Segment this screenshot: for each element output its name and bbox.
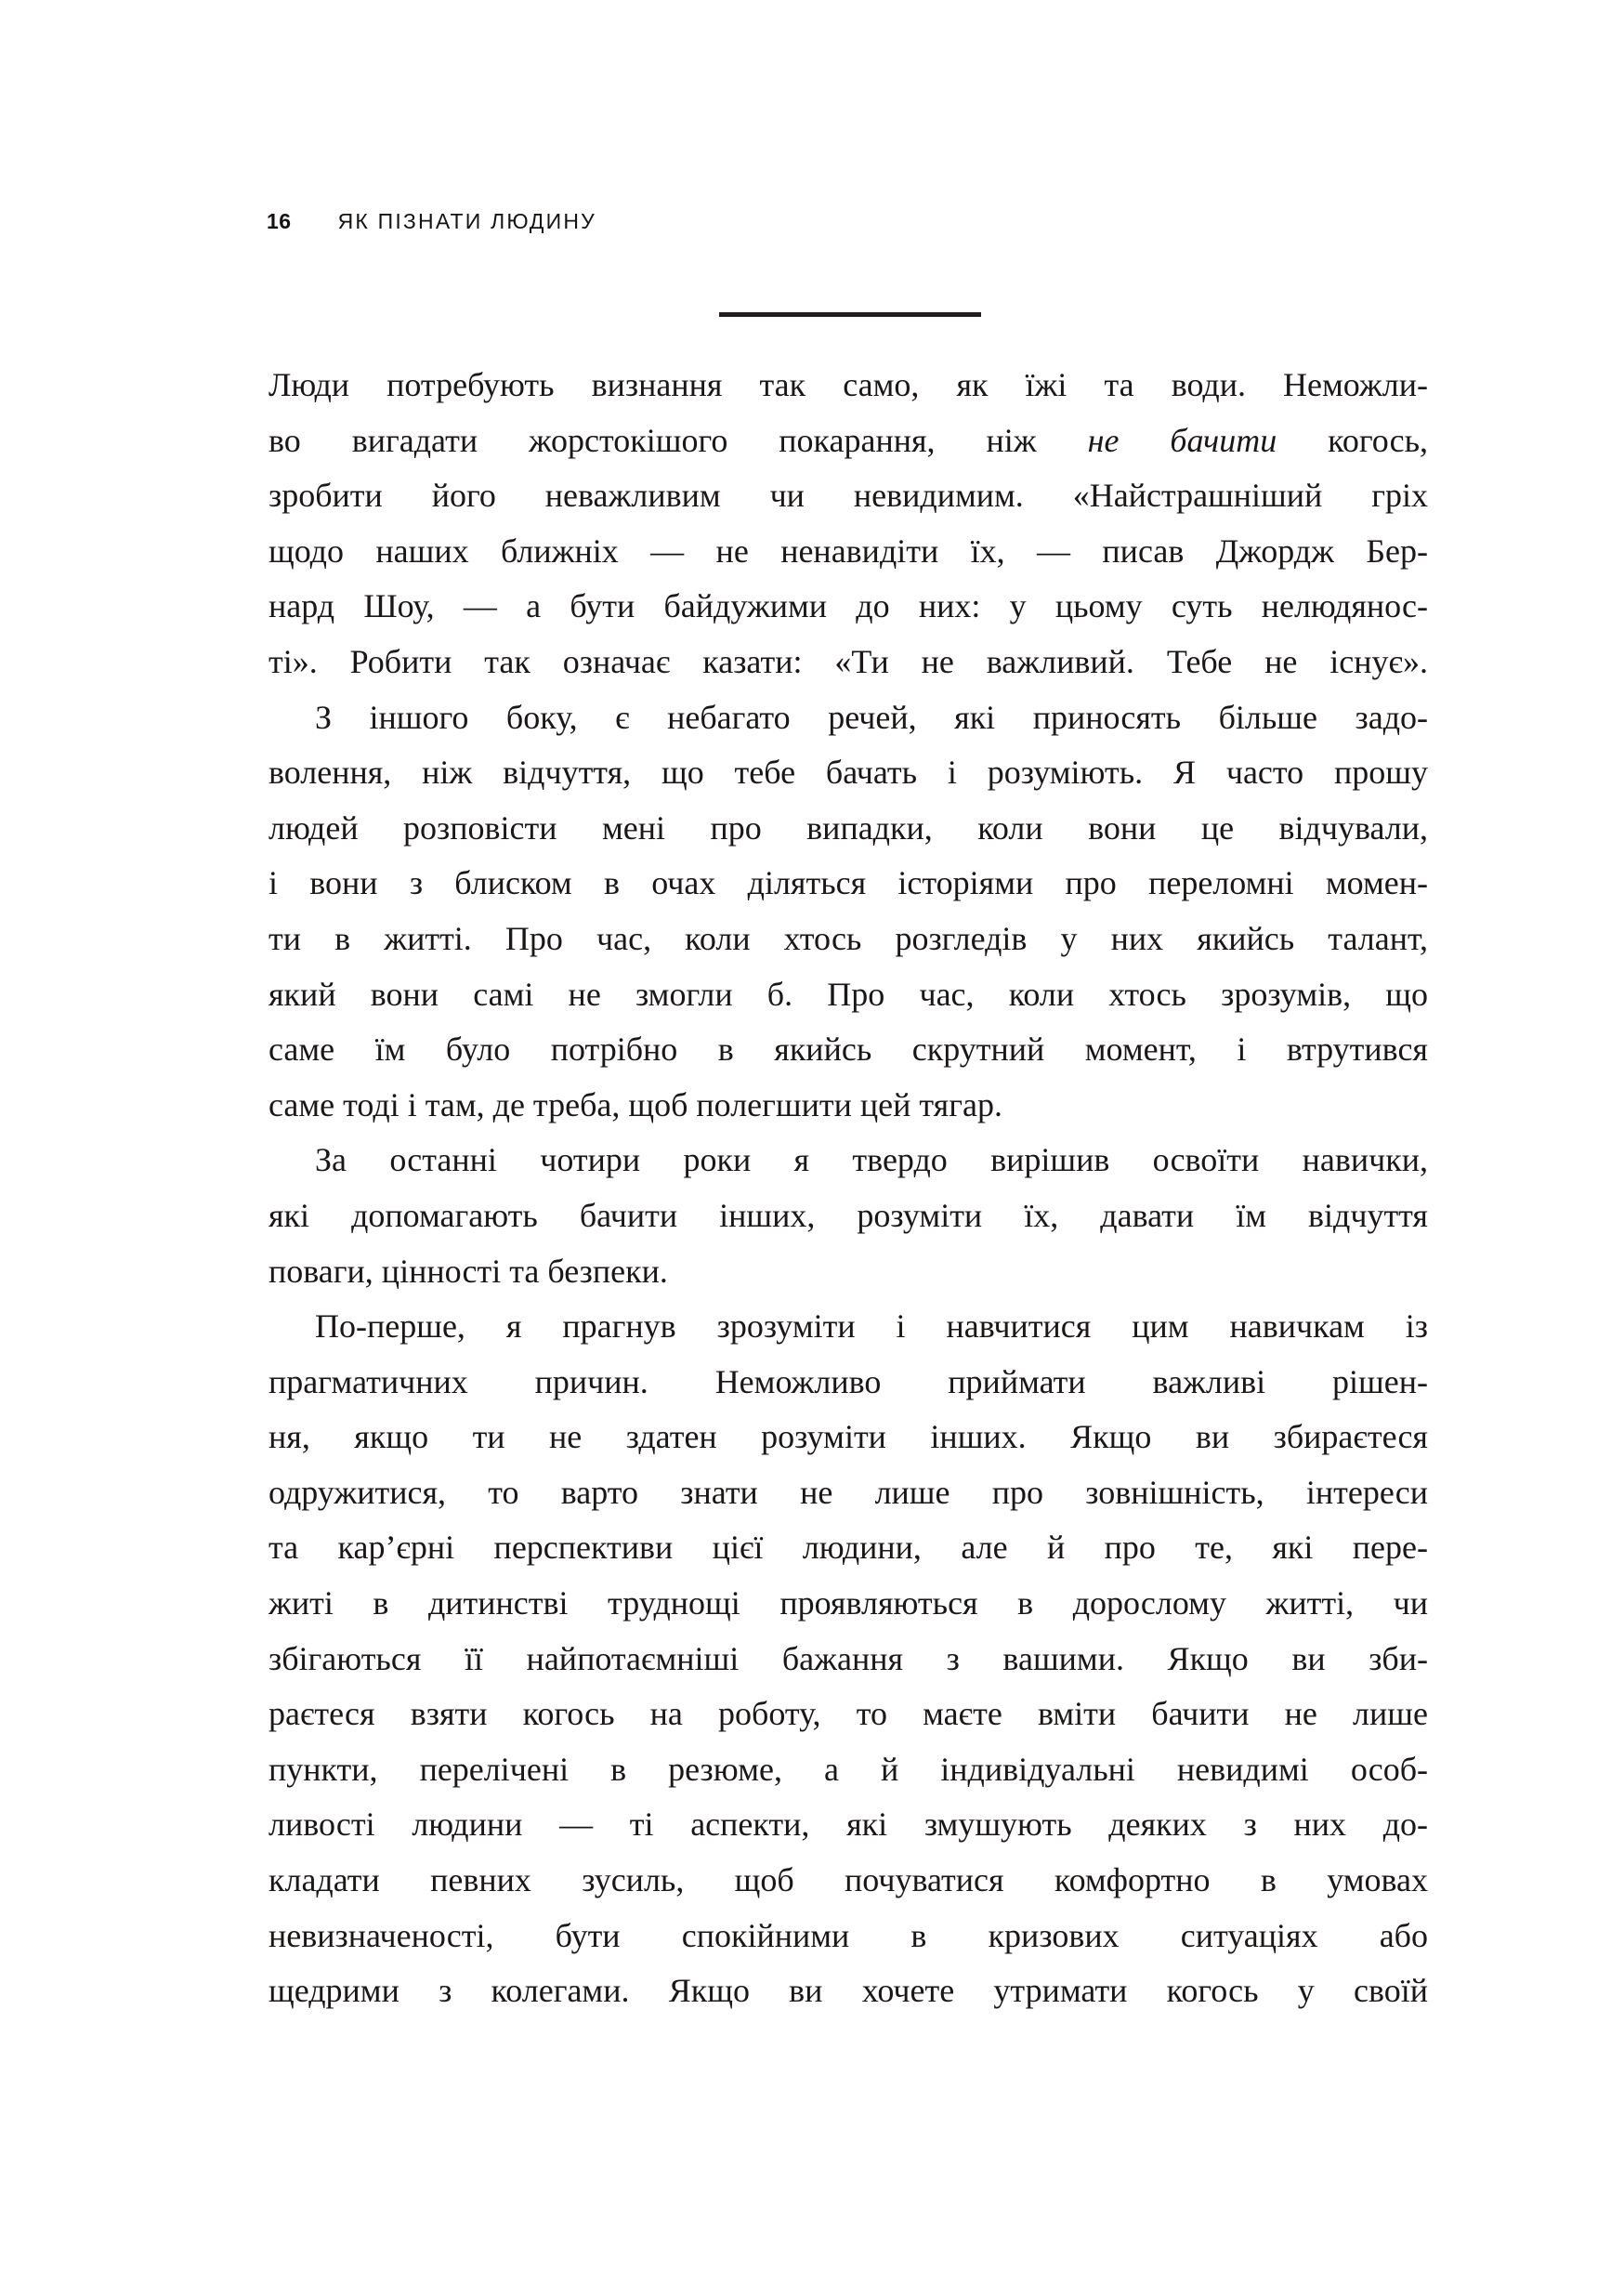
text-line: та кар’єрні перспективи цієї людини, але й про те, які пере- [268,1529,1428,1567]
text-line: ня, якщо ти не здатен розуміти інших. Якщо ви збираєтеся [268,1418,1428,1456]
text-line: які допомагають бачити інших, розуміти їх, давати їм відчуття [268,1196,1428,1234]
text-line: ті». Робити так означає казати: «Ти не важливий. Тебе не існує». [268,642,1428,680]
text-line: збігаються її найпотаємніші бажання з вашими. Якщо ви зби- [268,1639,1428,1677]
text-line: людей розповісти мені про випадки, коли вони це відчували, [268,808,1428,847]
text-line: За останні чотири роки я твердо вирішив освоїти навички, [315,1141,1428,1179]
italic-phrase: не бачити [1087,421,1277,459]
text-line: прагматичних причин. Неможливо приймати важливі рішен- [268,1362,1428,1400]
text-line: во вигадати жорстокішого покарання, ніж не бачити когось, [268,421,1428,459]
text-line: поваги, цінності та безпеки. [268,1252,668,1290]
text-line: щедрими з колегами. Якщо ви хочете утримати когось у своїй [268,1972,1428,2010]
body-text [268,358,1428,2019]
text-line: пункти, перелічені в резюме, а й індивідуальні невидимі особ- [268,1750,1428,1788]
section-divider-rule [719,312,981,317]
text-line: ти в житті. Про час, коли хтось розгледів у них якийсь талант, [268,919,1428,957]
text-line: По-перше, я прагнув зрозуміти і навчитися цим навичкам із [315,1307,1428,1346]
text-line: щодо наших ближніх — не ненавидіти їх, — писав Джордж Бер- [268,532,1428,570]
text-line: невизначеності, бути спокійними в кризових ситуаціях або [268,1916,1428,1954]
text-line: саме тоді і там, де треба, щоб полегшити цей тягар. [268,1085,1002,1123]
text-line: ливості людини — ті аспекти, які змушують деяких з них до- [268,1806,1428,1844]
text-line: кладати певних зусиль, щоб почуватися комфортно в умовах [268,1861,1428,1899]
text-line: житі в дитинстві труднощі проявляються в дорослому житті, чи [268,1584,1428,1622]
running-header [267,209,596,233]
text-line: волення, ніж відчуття, що тебе бачать і розуміють. Я часто прошу [268,754,1428,792]
text-line: Люди потребують визнання так само, як їжі та води. Неможли- [268,366,1428,403]
text-line: раєтеся взяти когось на роботу, то маєте вміти бачити не лише [268,1695,1428,1733]
text-line: зробити його неважливим чи невидимим. «Найстрашніший гріх [268,477,1428,515]
text-line: який вони самі не змогли б. Про час, коли хтось зрозумів, що [268,975,1428,1013]
text-line: саме їм було потрібно в якийсь скрутний момент, і втрутився [268,1031,1428,1069]
text-line: З іншого боку, є небагато речей, які приносять більше задо- [315,698,1428,736]
text-line: нард Шоу, — а бути байдужими до них: у цьому суть нелюдянос- [268,587,1428,625]
running-title: ЯК ПІЗНАТИ ЛЮДИНУ [337,209,596,233]
text-line: і вони з блиском в очах діляться історіями про переломні момен- [268,864,1428,902]
text-line: одружитися, то варто знати не лише про зовнішність, інтереси [268,1473,1428,1511]
page-number: 16 [267,209,292,233]
